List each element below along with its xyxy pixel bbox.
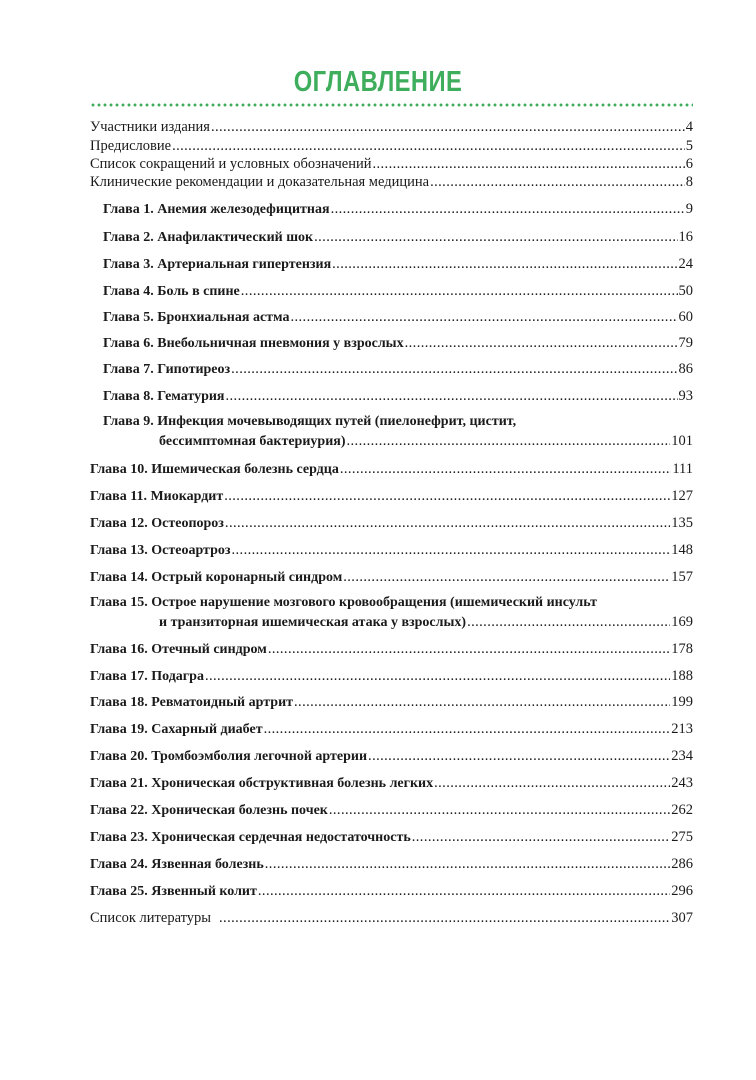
dot-leader: [331, 200, 685, 218]
toc-entry-page: 169: [671, 614, 693, 630]
toc-entry-chapter[interactable]: [103, 255, 693, 274]
toc-entry-page: 148: [671, 542, 693, 558]
toc-entry-label: Глава 5. Бронхиальная астма: [103, 310, 290, 325]
toc-entry-label: Глава 24. Язвенная болезнь: [90, 857, 264, 872]
toc-entry-chapter[interactable]: [90, 801, 693, 820]
toc-entry-label: Предисловие: [90, 138, 172, 154]
toc-entry-page: 135: [671, 515, 693, 531]
dot-leader: [226, 387, 678, 405]
toc-entry-page: 213: [671, 721, 693, 737]
toc-entry-label: и транзиторная ишемическая атака у взрослых): [159, 615, 467, 630]
toc-entry-label: Глава 4. Боль в спине: [103, 284, 240, 299]
toc-entry-label-line1: Глава 9. Инфекция мочевыводящих путей (пиелонефрит, цистит,: [103, 414, 517, 429]
dot-leader: [265, 855, 670, 873]
toc-entry-label: Глава 23. Хроническая сердечная недостаточность: [90, 830, 411, 845]
toc-entry-label: Глава 14. Острый коронарный синдром: [90, 570, 343, 585]
toc-entry-page: 262: [671, 802, 693, 818]
toc-entry-page: 178: [671, 641, 693, 657]
toc-entry-chapter[interactable]: [90, 595, 693, 632]
toc-entry-label: Клинические рекомендации и доказательная медицина: [90, 174, 430, 190]
toc-entry-chapter[interactable]: [90, 514, 693, 533]
dot-leader: [224, 487, 670, 505]
toc-entry-label: Глава 25. Язвенный колит: [90, 884, 257, 899]
toc-entry-label: Глава 13. Остеоартроз: [90, 543, 231, 558]
dot-leader: [332, 255, 677, 273]
toc-entry-page: 307: [671, 910, 693, 926]
toc-entry-label: Глава 12. Остеопороз: [90, 516, 224, 531]
dot-leader: [211, 118, 685, 136]
dot-leader: [231, 360, 677, 378]
toc-entry-chapter[interactable]: [90, 541, 693, 560]
toc-entry-page: 243: [671, 775, 693, 791]
dot-leader: [329, 801, 670, 819]
toc-entry-chapter[interactable]: [103, 360, 693, 379]
toc-entry-page: 9: [685, 201, 693, 217]
dot-leader: [258, 882, 670, 900]
dot-leader: [290, 308, 677, 326]
toc-entry-chapter[interactable]: [90, 568, 693, 587]
toc-entry-page: 24: [678, 256, 693, 272]
toc-entry-page: 199: [671, 694, 693, 710]
toc-entry-label: Глава 16. Отечный синдром: [90, 642, 267, 657]
dot-leader: [241, 282, 678, 300]
dot-leader: [467, 613, 670, 631]
toc-entry-label: Глава 2. Анафилактический шок: [103, 230, 314, 245]
toc-entry-page: 86: [678, 361, 693, 377]
toc-entry-preface[interactable]: [90, 137, 693, 155]
toc-entry-label: Глава 17. Подагра: [90, 669, 204, 684]
dot-leader: [225, 514, 670, 532]
toc-entry-label: Глава 19. Сахарный диабет: [90, 722, 263, 737]
toc-entry-chapter[interactable]: [90, 667, 693, 686]
toc-entry-label: Глава 10. Ишемическая болезнь сердца: [90, 462, 339, 477]
title-dotted-rule: [90, 103, 693, 107]
toc-entry-page: 4: [685, 119, 693, 135]
toc-entry-label: Глава 21. Хроническая обструктивная болезнь легких: [90, 776, 434, 791]
toc-entry-chapter[interactable]: [90, 747, 693, 766]
toc-entry-page: 16: [678, 229, 693, 245]
dot-leader: [205, 667, 670, 685]
toc-entry-chapter[interactable]: [90, 882, 693, 901]
toc-entry-page: 286: [671, 856, 693, 872]
toc-entry-chapter[interactable]: [103, 308, 693, 327]
toc-entry-page: 5: [685, 138, 693, 154]
dot-leader: [372, 155, 684, 173]
toc-entry-chapter[interactable]: [103, 228, 693, 247]
toc-entry-page: 79: [678, 335, 693, 351]
toc-entry-page: 93: [678, 388, 693, 404]
toc-entry-contributors[interactable]: [90, 118, 693, 136]
dot-leader: [368, 747, 670, 765]
dot-leader: [172, 137, 685, 155]
toc-entry-label: бессимптомная бактериурия): [159, 434, 346, 449]
dot-leader: [264, 720, 671, 738]
toc-entry-label: Глава 1. Анемия железодефицитная: [103, 202, 330, 217]
toc-entry-chapter[interactable]: [90, 487, 693, 506]
dot-leader: [405, 334, 678, 352]
toc-entry-label: Список литературы: [90, 910, 212, 926]
toc-entry-label: Глава 20. Тромбоэмболия легочной артерии: [90, 749, 368, 764]
toc-entry-page: 60: [678, 309, 693, 325]
toc-entry-page: 157: [671, 569, 693, 585]
dot-leader: [219, 909, 670, 927]
toc-entry-page: 296: [671, 883, 693, 899]
toc-entry-page: 275: [671, 829, 693, 845]
toc-entry-label: Список сокращений и условных обозначений: [90, 156, 372, 172]
toc-entry-label: Участники издания: [90, 119, 210, 135]
dot-leader: [268, 640, 670, 658]
dot-leader: [232, 541, 671, 559]
toc-entry-chapter[interactable]: [103, 200, 693, 219]
dot-leader: [294, 693, 670, 711]
dot-leader: [412, 828, 671, 846]
toc-entry-label: Глава 3. Артериальная гипертензия: [103, 257, 332, 272]
toc-entry-page: 50: [678, 283, 693, 299]
dot-leader: [340, 460, 671, 478]
dot-leader: [343, 568, 670, 586]
toc-entry-page: 111: [672, 461, 693, 477]
toc-entry-page: 6: [685, 156, 693, 172]
dot-leader: [434, 774, 670, 792]
toc-entry-page: 101: [671, 433, 693, 449]
toc-entry-label: Глава 7. Гипотиреоз: [103, 362, 231, 377]
dot-leader: [347, 432, 671, 450]
toc-entry-chapter[interactable]: [90, 774, 693, 793]
toc-entry-chapter[interactable]: [103, 387, 693, 406]
toc-entry-page: 8: [685, 174, 693, 190]
toc-entry-abbreviations[interactable]: [90, 155, 693, 173]
page-title: ОГЛАВЛЕНИЕ: [293, 66, 463, 98]
toc-entry-chapter[interactable]: [90, 828, 693, 847]
toc-entry-page: 234: [671, 748, 693, 764]
toc-entry-chapter[interactable]: [103, 334, 693, 353]
toc-entry-label: Глава 6. Внебольничная пневмония у взрослых: [103, 336, 404, 351]
toc-entry-page: 188: [671, 668, 693, 684]
dot-leader: [314, 228, 677, 246]
dot-leader: [430, 173, 685, 191]
toc-entry-guidelines[interactable]: [90, 173, 693, 191]
toc-entry-chapter[interactable]: [90, 460, 693, 479]
toc-entry-label: Глава 22. Хроническая болезнь почек: [90, 803, 328, 818]
toc-entry-chapter[interactable]: [90, 693, 693, 712]
toc-entry-chapter[interactable]: [103, 414, 693, 451]
toc-entry-page: 127: [671, 488, 693, 504]
toc-entry-label: Глава 11. Миокардит: [90, 489, 224, 504]
toc-entry-label-line1: Глава 15. Острое нарушение мозгового кровообращения (ишемический инсульт: [90, 595, 598, 610]
toc-entry-chapter[interactable]: [90, 640, 693, 659]
toc-entry-chapter[interactable]: [103, 282, 693, 301]
toc-entry-bibliography[interactable]: [90, 909, 693, 927]
toc-entry-label: Глава 18. Ревматоидный артрит: [90, 695, 294, 710]
toc-entry-label: Глава 8. Гематурия: [103, 389, 225, 404]
toc-entry-chapter[interactable]: [90, 855, 693, 874]
toc-entry-chapter[interactable]: [90, 720, 693, 739]
